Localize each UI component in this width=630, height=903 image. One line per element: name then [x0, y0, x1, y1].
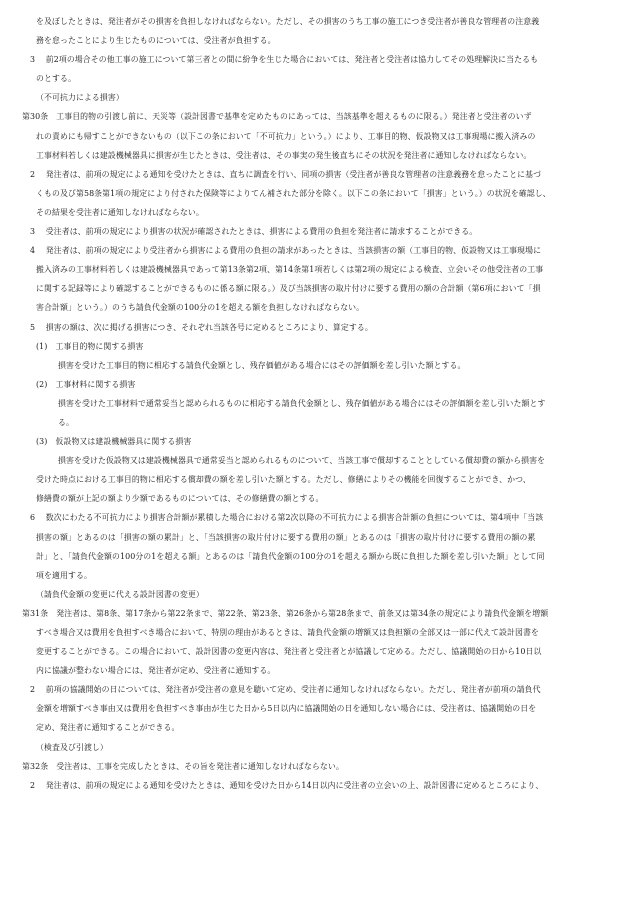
text-line: 6 数次にわたる不可抗力により損害合計額が累積した場合における第2次以降の不可抗力による損害合計額の負担については、第4項中「当該 [30, 513, 544, 523]
text-line: 搬入済みの工事材料若しくは建設機械器具であって第13条第2項、第14条第1項若しくは第2項の規定による検査、立会いその他受注者の工事 [36, 265, 544, 275]
text-line: る。 [58, 417, 74, 427]
text-line: 第32条 受注者は、工事を完成したときは、その旨を発注者に通知しなければならない。 [22, 761, 344, 771]
text-line: すべき場合又は費用を負担すべき場合において、特別の理由があるときは、請負代金額の増額又は負担額の全部又は一部に代えて設計図書を [36, 628, 539, 637]
text-line: 工事材料若しくは建設機械器具に損害が生じたときは、受注者は、その事実の発生後直ちにその状況を発注者に通知しなければならない。 [36, 150, 532, 160]
text-line: 務を怠ったことにより生じたものについては、受注者が負担する。 [36, 36, 276, 46]
text-line: (3) 仮設物又は建設機械器具に関する損害 [36, 437, 192, 447]
text-line: （不可抗力による損害） [36, 93, 124, 103]
text-line: 2 発注者は、前項の規定による通知を受けたときは、通知を受けた日から14日以内に受注者の立会いの上、設計図書に定めるところにより、 [30, 780, 544, 790]
text-line: に関する記録等により確認することができるものに係る額に限る。）及び当該損害の取片付けに要する費用の額の合計額（第6項において「損 [36, 284, 541, 294]
text-line: 金額を増額すべき事由又は費用を負担すべき事由が生じた日から5日以内に協議開始の日を通知しない場合には、受注者は、協議開始の日を [36, 704, 537, 714]
text-line: 損害の額」とあるのは「損害の額の累計」と、「当該損害の取片付けに要する費用の額」とあるのは「損害の取片付けに要する費用の額の累 [36, 532, 536, 542]
text-line: のとする。 [36, 74, 76, 84]
text-line: 2 発注者は、前項の規定による通知を受けたときは、直ちに調査を行い、同項の損害（受注者が善良な管理者の注意義務を怠ったことに基づ [30, 169, 542, 179]
document-body [22, 12, 618, 795]
text-line: 計」と、「請負代金額の100分の1を超える額」とあるのは「請負代金額の100分の1を超える額から既に負担した額を差し引いた額」として同 [36, 551, 545, 561]
text-line: 3 前2項の場合その他工事の施工について第三者との間に紛争を生じた場合においては、発注者と受注者は協力してその処理解決に当たるも [30, 55, 539, 65]
text-line: 第30条 工事目的物の引渡し前に、天災等（設計図書で基準を定めたものにあっては、当該基準を超えるものに限る。）発注者と受注者のいず [22, 112, 532, 122]
text-line: 受けた時点における工事目的物に相応する償却費の額を差し引いた額とする。ただし、修繕によりその機能を回復することができ、かつ、 [36, 475, 531, 485]
text-line: 内に協議が整わない場合には、発注者が定め、受注者に通知する。 [36, 666, 276, 676]
text-line: 害合計額」という。）のうち請負代金額の100分の1を超える額を負担しなければならない。 [36, 303, 365, 313]
text-line: くもの及び第58条第1項の規定により付された保険等によりてん補された部分を除く。以下この条において「損害」という。）の状況を確認し、 [36, 188, 551, 198]
text-line: (1) 工事目的物に関する損害 [36, 341, 144, 351]
text-line: （検査及び引渡し） [36, 742, 108, 752]
text-line: 修繕費の額が上記の額より少額であるものについては、その修繕費の額とする。 [36, 494, 324, 504]
text-line: 3 受注者は、前項の規定により損害の状況が確認されたときは、損害による費用の負担を発注者に請求することができる。 [30, 227, 478, 237]
text-line: 項を適用する。 [36, 570, 92, 580]
text-line: 定め、発注者に通知することができる。 [36, 723, 180, 733]
text-line: 損害を受けた仮設物又は建設機械器具で通常妥当と認められるものについて、当該工事で償却することとしている償却費の額から損害を [58, 456, 546, 466]
text-line: 変更することができる。この場合において、設計図書の変更内容は、発注者と受注者とが協議して定める。ただし、協議開始の日から10日以 [36, 647, 542, 657]
text-line: を及ぼしたときは、発注者がその損害を負担しなければならない。ただし、その損害のうち工事の施工につき受注者が善良な管理者の注意義 [36, 17, 540, 26]
text-line: その結果を受注者に通知しなければならない。 [36, 207, 204, 217]
text-line: (2) 工事材料に関する損害 [36, 379, 136, 389]
text-line: 4 発注者は、前項の規定により受注者から損害による費用の負担の請求があったときは、当該損害の額（工事目的物、仮設物又は工事現場に [30, 246, 542, 256]
text-line: 2 前項の協議開始の日については、発注者が受注者の意見を聴いて定め、受注者に通知しなければならない。ただし、発注者が前項の請負代 [30, 685, 541, 695]
text-line: 損害を受けた工事目的物に相応する請負代金額とし、残存価値がある場合にはその評価額を差し引いた額とする。 [58, 360, 466, 370]
text-line: れの責めにも帰すことができないもの（以下この条において「不可抗力」という。）により、工事目的物、仮設物又は工事現場に搬入済みの [36, 131, 536, 141]
text-line: （請負代金額の変更に代える設計図書の変更） [36, 589, 204, 599]
text-line: 5 損害の額は、次に掲げる損害につき、それぞれ当該各号に定めるところにより、算定する。 [30, 322, 373, 332]
text-line: 損害を受けた工事材料で通常妥当と認められるものに相応する請負代金額とし、残存価値がある場合にはその評価額を差し引いた額とす [58, 398, 546, 408]
text-line: 第31条 発注者は、第8条、第17条から第22条まで、第22条、第23条、第26条から第28条まで、前条又は第34条の規定により請負代金額を増額 [22, 608, 549, 618]
